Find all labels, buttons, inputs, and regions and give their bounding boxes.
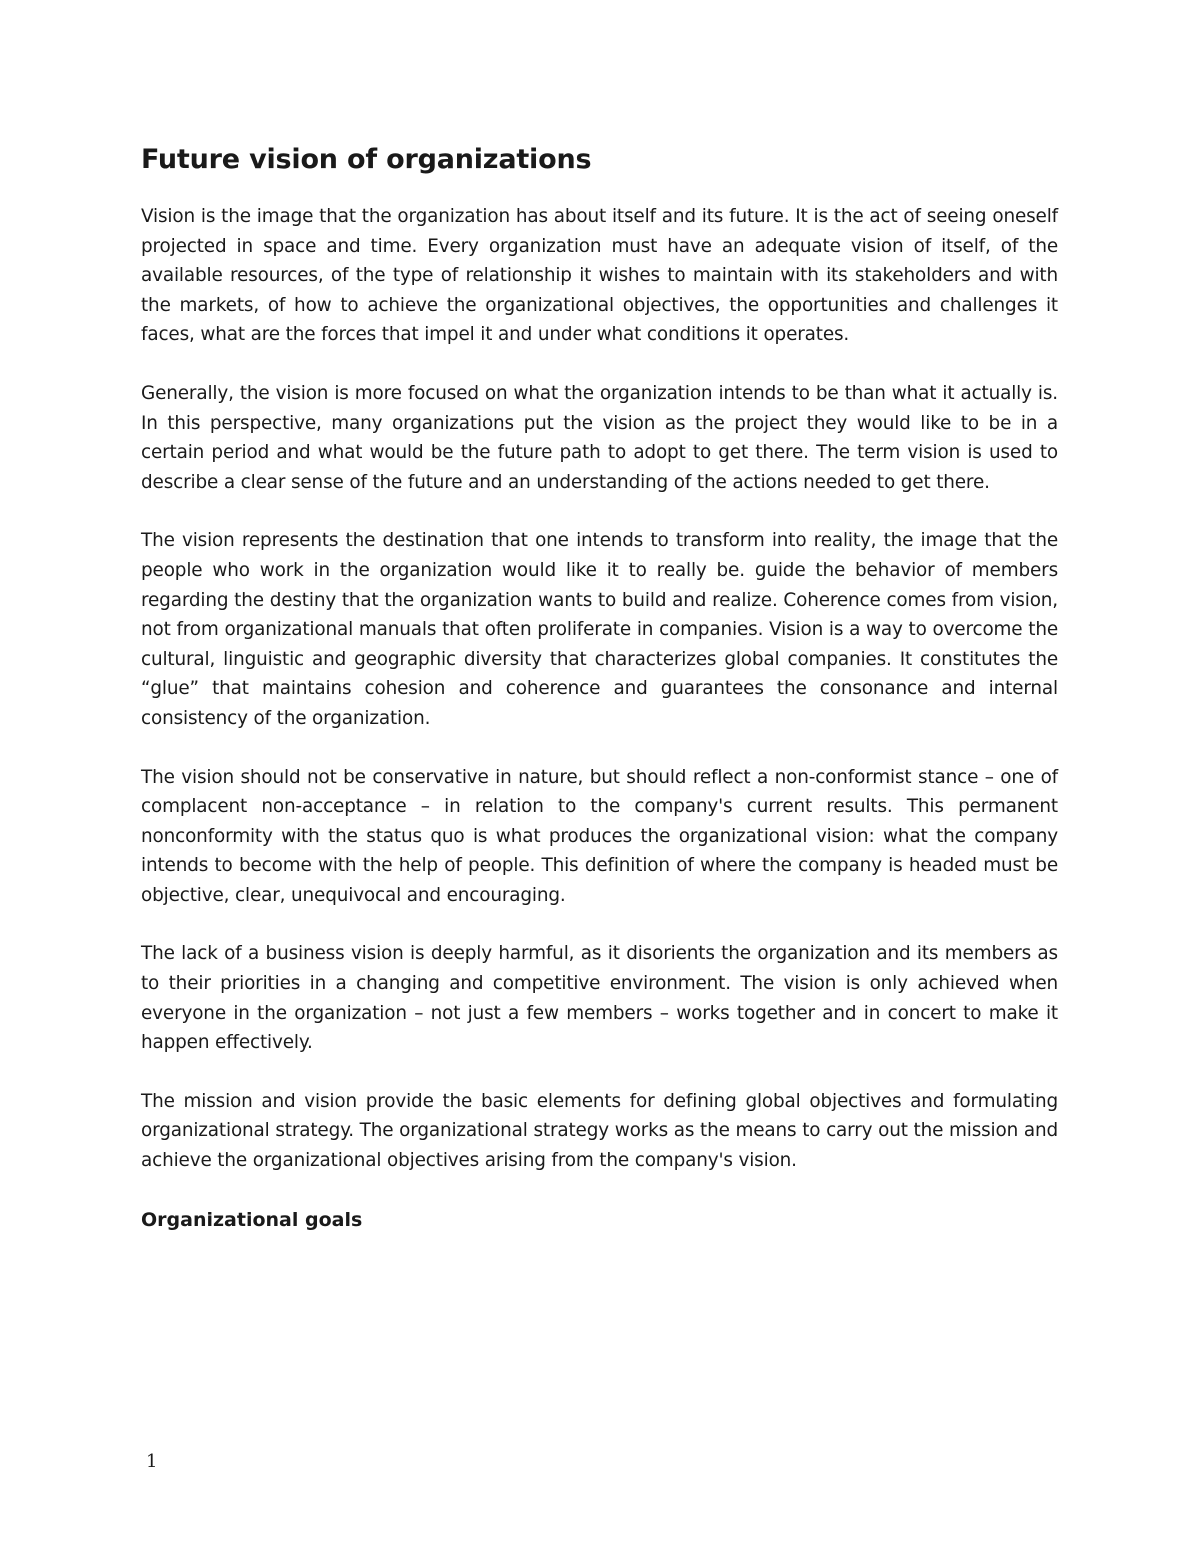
page-content — [141, 141, 1058, 1235]
paragraph-vision-definition: Vision is the image that the organization has about itself and its future. It is the act of seeing oneself projected in space and time. Every organization must have an adequate vision of itself, of the available resources, of the type of relationship it wishes to maintain with its stakeholders and with the markets, of how to achieve the organizational objectives, the opportunities and challenges it faces, what are the forces that impel it and under what conditions it operates. — [141, 206, 1058, 346]
page-number: 1 — [146, 1451, 158, 1472]
paragraph-vision-nonconformity: The vision should not be conservative in nature, but should reflect a non-conformist stance – one of complacent non-acceptance – in relation to the company's current results. This permanent nonconformity with the status quo is what produces the organizational vision: what the company intends to become with the help of people. This definition of where the company is headed must be objective, clear, unequivocal and encouraging. — [141, 766, 1058, 906]
page-title: Future vision of organizations — [141, 144, 592, 175]
paragraph-vision-focus: Generally, the vision is more focused on what the organization intends to be than what it actually is. In this perspective, many organizations put the vision as the project they would like to be in a certain period and what would be the future path to adopt to get there. The term vision is used to describe a clear sense of the future and an understanding of the actions needed to get there. — [141, 382, 1058, 493]
paragraph-mission-and-vision: The mission and vision provide the basic elements for defining global objectives and formulating organizational strategy. The organizational strategy works as the means to carry out the mission and achieve the organizational objectives arising from the company's vision. — [141, 1090, 1058, 1172]
section-heading-organizational-goals: Organizational goals — [141, 1208, 363, 1231]
paragraph-vision-destination: The vision represents the destination that one intends to transform into reality, the image that the people who work in the organization would like it to really be. guide the behavior of members regarding the destiny that the organization wants to build and realize. Coherence comes from vision, not from organizational manuals that often proliferate in companies. Vision is a way to overcome the cultural, linguistic and geographic diversity that characterizes global companies. It constitutes the “glue” that maintains cohesion and coherence and guarantees the consonance and internal consistency of the organization. — [141, 530, 1058, 729]
paragraph-vision-lack: The lack of a business vision is deeply harmful, as it disorients the organization and its members as to their priorities in a changing and competitive environment. The vision is only achieved when everyone in the organization – not just a few members – works together and in concert to make it happen effectively. — [141, 943, 1058, 1054]
